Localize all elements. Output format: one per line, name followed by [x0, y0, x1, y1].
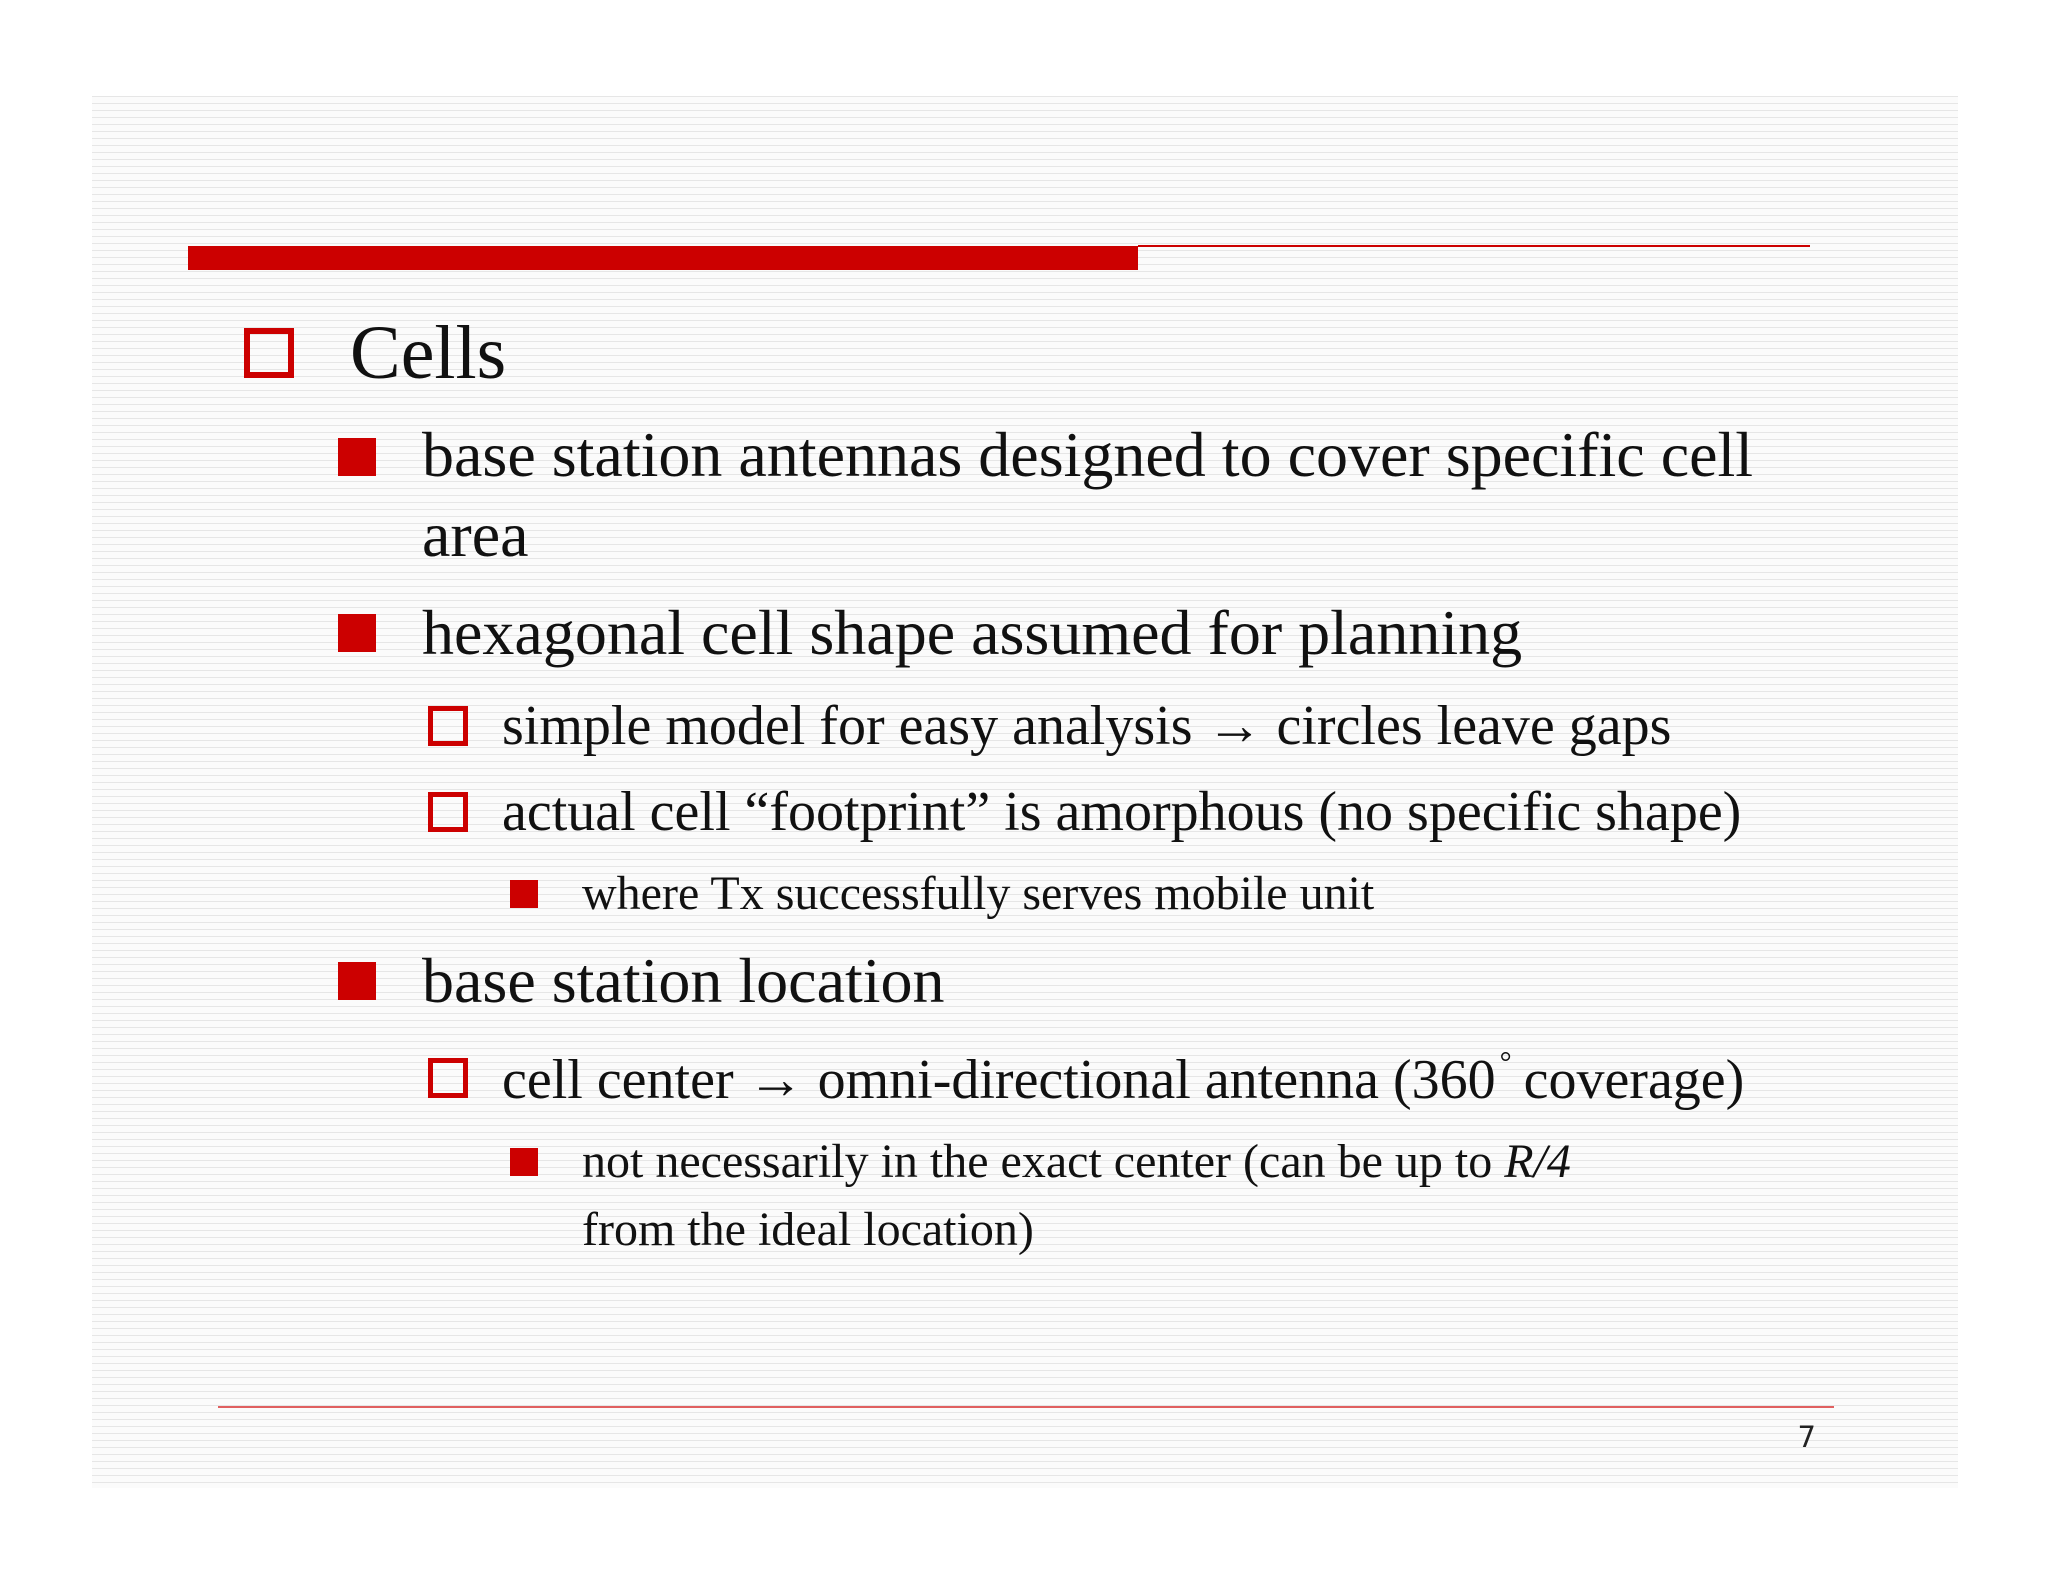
bullet-hexagonal: hexagonal cell shape assumed for planning — [422, 597, 1523, 668]
title-accent-rule — [1138, 245, 1810, 247]
page-number: 7 — [1797, 1420, 1816, 1454]
heading-cells: Cells — [350, 311, 507, 395]
detail-not-exact-center-line2: from the ideal location) — [582, 1203, 1034, 1256]
bullet-antennas-line1: base station antennas designed to cover specific cell — [422, 419, 1754, 490]
footer-rule — [218, 1406, 1834, 1408]
detail-italic-ratio: R/4 — [1504, 1135, 1571, 1188]
sub-bullet-cell-center — [502, 1046, 1744, 1112]
filled-square-icon — [338, 438, 376, 476]
cell-center-text: cell center → omni-directional antenna (360 — [502, 1049, 1496, 1111]
filled-square-icon — [510, 880, 538, 908]
filled-square-icon — [510, 1148, 538, 1176]
sub-bullet-simple-model: simple model for easy analysis → circles leave gaps — [502, 695, 1672, 757]
hollow-square-icon — [428, 1058, 468, 1098]
coverage-text: coverage) — [1523, 1049, 1745, 1111]
hollow-square-icon — [428, 792, 468, 832]
hollow-square-icon — [244, 328, 294, 378]
detail-text: not necessarily in the exact center (can be up to — [582, 1135, 1505, 1188]
hollow-square-icon — [428, 706, 468, 746]
degree-symbol: ° — [1499, 1046, 1512, 1079]
detail-not-exact-center-line1 — [582, 1134, 1571, 1189]
filled-square-icon — [338, 614, 376, 652]
filled-square-icon — [338, 962, 376, 1000]
sub-bullet-footprint: actual cell “footprint” is amorphous (no specific shape) — [502, 781, 1742, 843]
bullet-base-station-location: base station location — [422, 945, 945, 1016]
bullet-antennas-line2: area — [422, 499, 529, 570]
title-accent-bar — [188, 246, 1138, 270]
detail-tx-serves: where Tx successfully serves mobile unit — [582, 867, 1375, 920]
